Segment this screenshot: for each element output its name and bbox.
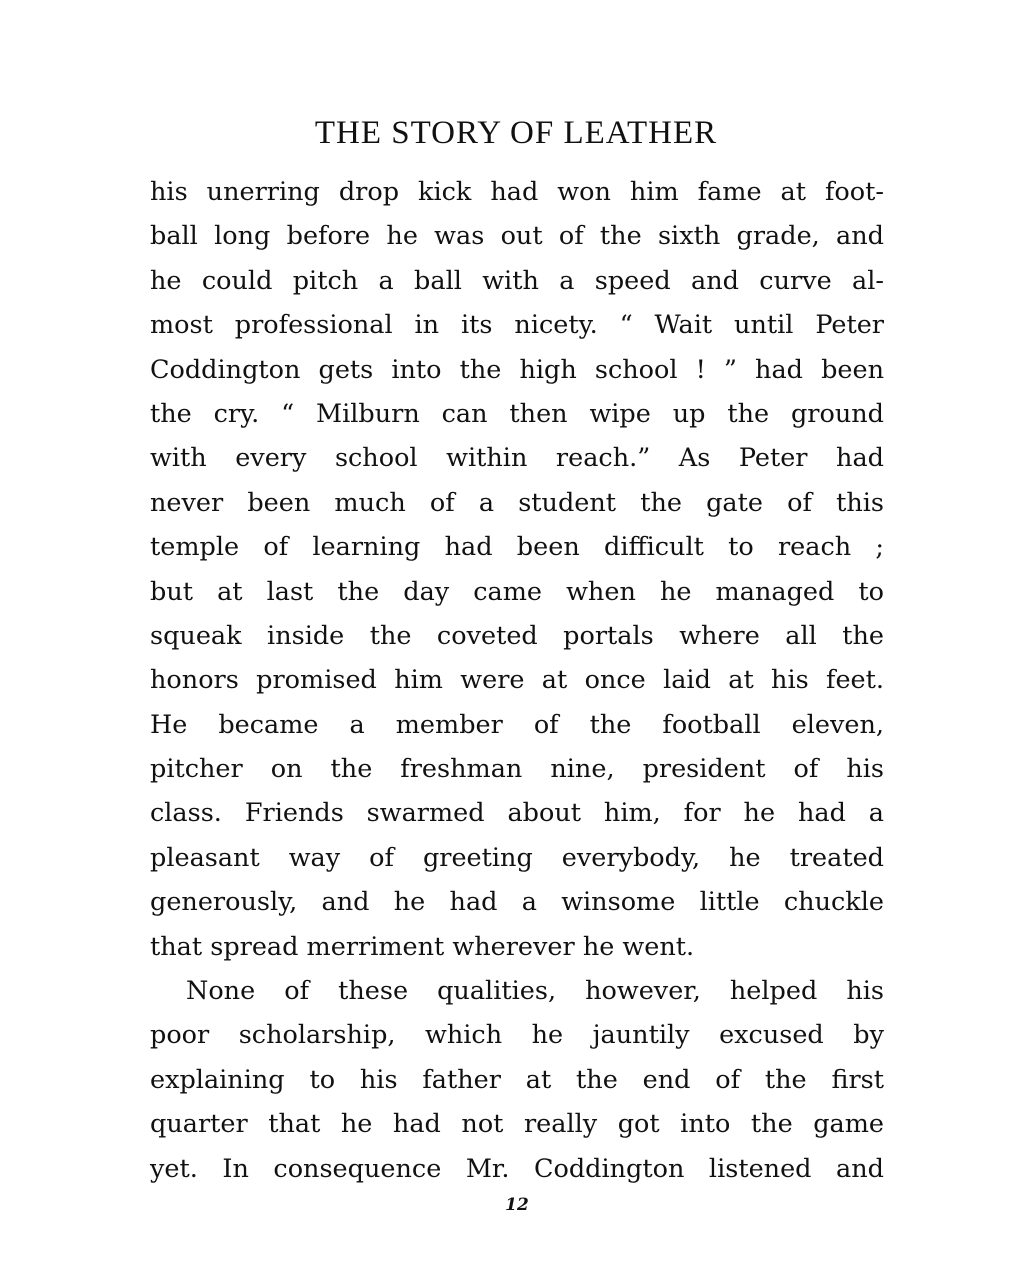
text-line: He became a member of the football eleven, [150, 709, 884, 740]
text-line: honors promised him were at once laid at his feet. [150, 665, 884, 696]
text-line: pleasant way of greeting everybody, he treated [150, 842, 884, 873]
text-line: his unerring drop kick had won him fame at foot- [150, 177, 884, 207]
text-line: never been much of a student the gate of this [150, 487, 884, 518]
page-number: 12 [505, 1195, 529, 1215]
text-line: that spread merriment wherever he went. [150, 931, 695, 962]
text-line: he could pitch a ball with a speed and curve al- [150, 265, 884, 296]
text-line: None of these qualities, however, helped his [186, 976, 884, 1007]
text-line: the cry. “ Milburn can then wipe up the ground [150, 398, 884, 429]
text-line: class. Friends swarmed about him, for he had a [150, 798, 884, 829]
paragraph-2 [150, 969, 884, 1191]
text-line: ball long before he was out of the sixth grade, and [150, 221, 884, 252]
paragraph-1 [150, 170, 884, 969]
text-line: poor scholarship, which he jauntily excused by [150, 1020, 884, 1051]
text-line: quarter that he had not really got into the game [150, 1109, 884, 1140]
text-line: most professional in its nicety. “ Wait until Peter [150, 310, 884, 341]
text-line: yet. In consequence Mr. Coddington listened and [150, 1153, 884, 1184]
text-line: explaining to his father at the end of the first [150, 1064, 884, 1095]
running-head: THE STORY OF LEATHER [314, 115, 718, 151]
text-line: Coddington gets into the high school ! ” had been [150, 354, 884, 385]
body-text [150, 170, 884, 1191]
text-line: temple of learning had been difficult to reach ; [150, 532, 884, 563]
text-line: generously, and he had a winsome little chuckle [150, 887, 884, 918]
text-line: with every school within reach.” As Peter had [150, 443, 884, 474]
text-line: squeak inside the coveted portals where all the [150, 620, 884, 651]
text-line: pitcher on the freshman nine, president of his [150, 754, 884, 785]
text-line: but at last the day came when he managed to [150, 576, 884, 607]
